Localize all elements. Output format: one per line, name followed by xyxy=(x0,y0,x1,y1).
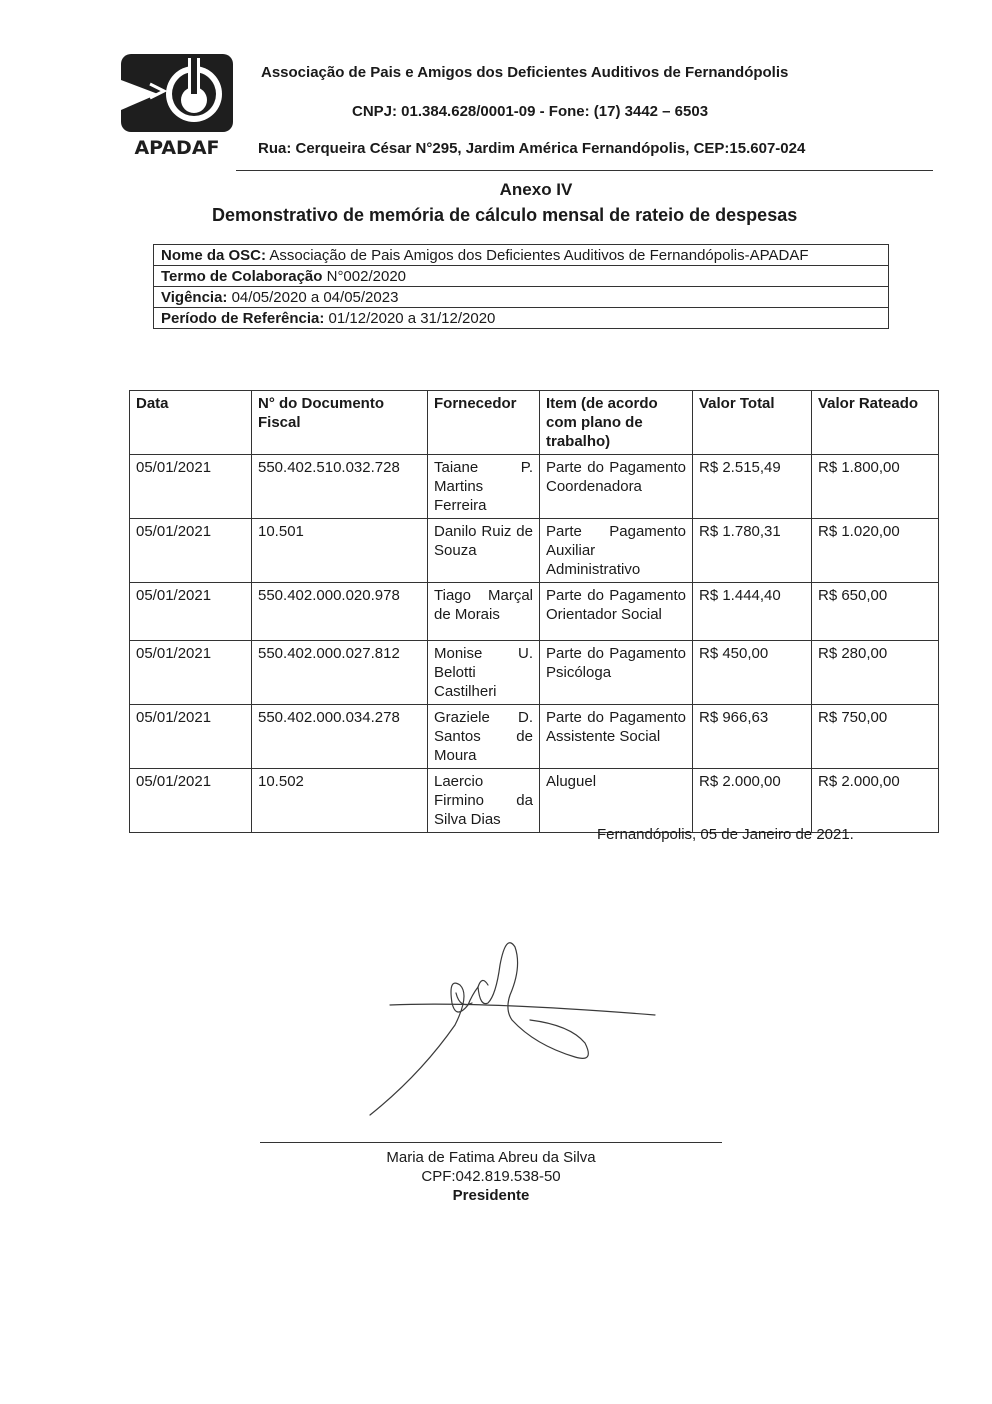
cell-data: 05/01/2021 xyxy=(130,519,252,583)
col-fornecedor: Fornecedor xyxy=(428,391,540,455)
place-date: Fernandópolis, 05 de Janeiro de 2021. xyxy=(597,826,854,843)
header-divider xyxy=(236,170,933,171)
cell-data: 05/01/2021 xyxy=(130,769,252,833)
cnpj-phone: CNPJ: 01.384.628/0001-09 - Fone: (17) 3442 – 6503 xyxy=(352,103,709,120)
osc-name-row xyxy=(154,245,888,266)
osc-name-label: Nome da OSC: xyxy=(161,247,267,264)
cell-item: Parte do Pagamento Coordenadora xyxy=(540,455,693,519)
cell-fornecedor: Danilo Ruiz de Souza xyxy=(428,519,540,583)
cell-item: Parte do Pagamento Psicóloga xyxy=(540,641,693,705)
table-row xyxy=(130,705,939,769)
signer-cpf: CPF:042.819.538-50 xyxy=(421,1168,561,1185)
termo-label: Termo de Colaboração xyxy=(161,268,323,285)
cell-item: Parte Pagamento Auxiliar Administrativo xyxy=(540,519,693,583)
apadaf-logo xyxy=(118,52,236,158)
signer-name: Maria de Fatima Abreu da Silva xyxy=(386,1149,596,1166)
address: Rua: Cerqueira César N°295, Jardim América Fernandópolis, CEP:15.607-024 xyxy=(258,140,806,157)
vigencia-label: Vigência: xyxy=(161,289,228,306)
col-item: Item (de acordo com plano de trabalho) xyxy=(540,391,693,455)
table-row xyxy=(130,455,939,519)
periodo-row xyxy=(154,308,888,328)
table-row xyxy=(130,583,939,641)
col-documento: N° do Documento Fiscal xyxy=(252,391,428,455)
cell-valor-rateado: R$ 1.020,00 xyxy=(812,519,939,583)
col-valor-total: Valor Total xyxy=(693,391,812,455)
vigencia-row xyxy=(154,287,888,308)
cell-data: 05/01/2021 xyxy=(130,455,252,519)
cell-valor-total: R$ 1.444,40 xyxy=(693,583,812,641)
cell-valor-total: R$ 1.780,31 xyxy=(693,519,812,583)
col-valor-rateado: Valor Rateado xyxy=(812,391,939,455)
cell-valor-total: R$ 450,00 xyxy=(693,641,812,705)
cell-documento: 10.501 xyxy=(252,519,428,583)
cell-valor-total: R$ 2.000,00 xyxy=(693,769,812,833)
signature-line xyxy=(260,1142,722,1143)
osc-name-value: Associação de Pais Amigos dos Deficientes Auditivos de Fernandópolis-APADAF xyxy=(266,247,809,264)
cell-documento: 550.402.000.034.278 xyxy=(252,705,428,769)
cell-item: Aluguel xyxy=(540,769,693,833)
cell-data: 05/01/2021 xyxy=(130,705,252,769)
org-name: Associação de Pais e Amigos dos Deficientes Auditivos de Fernandópolis xyxy=(261,64,789,81)
cell-valor-total: R$ 966,63 xyxy=(693,705,812,769)
cell-data: 05/01/2021 xyxy=(130,583,252,641)
osc-info-box xyxy=(153,244,889,329)
periodo-label: Período de Referência: xyxy=(161,310,325,327)
termo-row xyxy=(154,266,888,287)
cell-data: 05/01/2021 xyxy=(130,641,252,705)
annex-title: Anexo IV xyxy=(499,180,573,199)
cell-documento: 550.402.000.020.978 xyxy=(252,583,428,641)
cell-documento: 550.402.510.032.728 xyxy=(252,455,428,519)
termo-value: N°002/2020 xyxy=(322,268,406,285)
cell-item: Parte do Pagamento Orientador Social xyxy=(540,583,693,641)
cell-fornecedor: Taiane P. Martins Ferreira xyxy=(428,455,540,519)
table-row xyxy=(130,519,939,583)
document-subtitle: Demonstrativo de memória de cálculo mensal de rateio de despesas xyxy=(212,205,798,225)
table-row xyxy=(130,641,939,705)
periodo-value: 01/12/2020 a 31/12/2020 xyxy=(324,310,496,327)
cell-valor-rateado: R$ 2.000,00 xyxy=(812,769,939,833)
table-header-row xyxy=(130,391,939,455)
cell-valor-rateado: R$ 280,00 xyxy=(812,641,939,705)
expense-table xyxy=(129,390,939,833)
cell-documento: 10.502 xyxy=(252,769,428,833)
cell-documento: 550.402.000.027.812 xyxy=(252,641,428,705)
cell-fornecedor: Tiago Marçal de Morais xyxy=(428,583,540,641)
cell-fornecedor: Monise U. Belotti Castilheri xyxy=(428,641,540,705)
svg-text:APADAF: APADAF xyxy=(134,137,220,158)
col-data: Data xyxy=(130,391,252,455)
handwritten-signature xyxy=(360,925,670,1125)
cell-valor-rateado: R$ 1.800,00 xyxy=(812,455,939,519)
cell-valor-rateado: R$ 750,00 xyxy=(812,705,939,769)
cell-valor-rateado: R$ 650,00 xyxy=(812,583,939,641)
cell-fornecedor: Laercio Firmino da Silva Dias xyxy=(428,769,540,833)
table-row xyxy=(130,769,939,833)
cell-item: Parte do Pagamento Assistente Social xyxy=(540,705,693,769)
cell-fornecedor: Graziele D. Santos de Moura xyxy=(428,705,540,769)
signer-role: Presidente xyxy=(452,1187,530,1204)
cell-valor-total: R$ 2.515,49 xyxy=(693,455,812,519)
vigencia-value: 04/05/2020 a 04/05/2023 xyxy=(227,289,399,306)
